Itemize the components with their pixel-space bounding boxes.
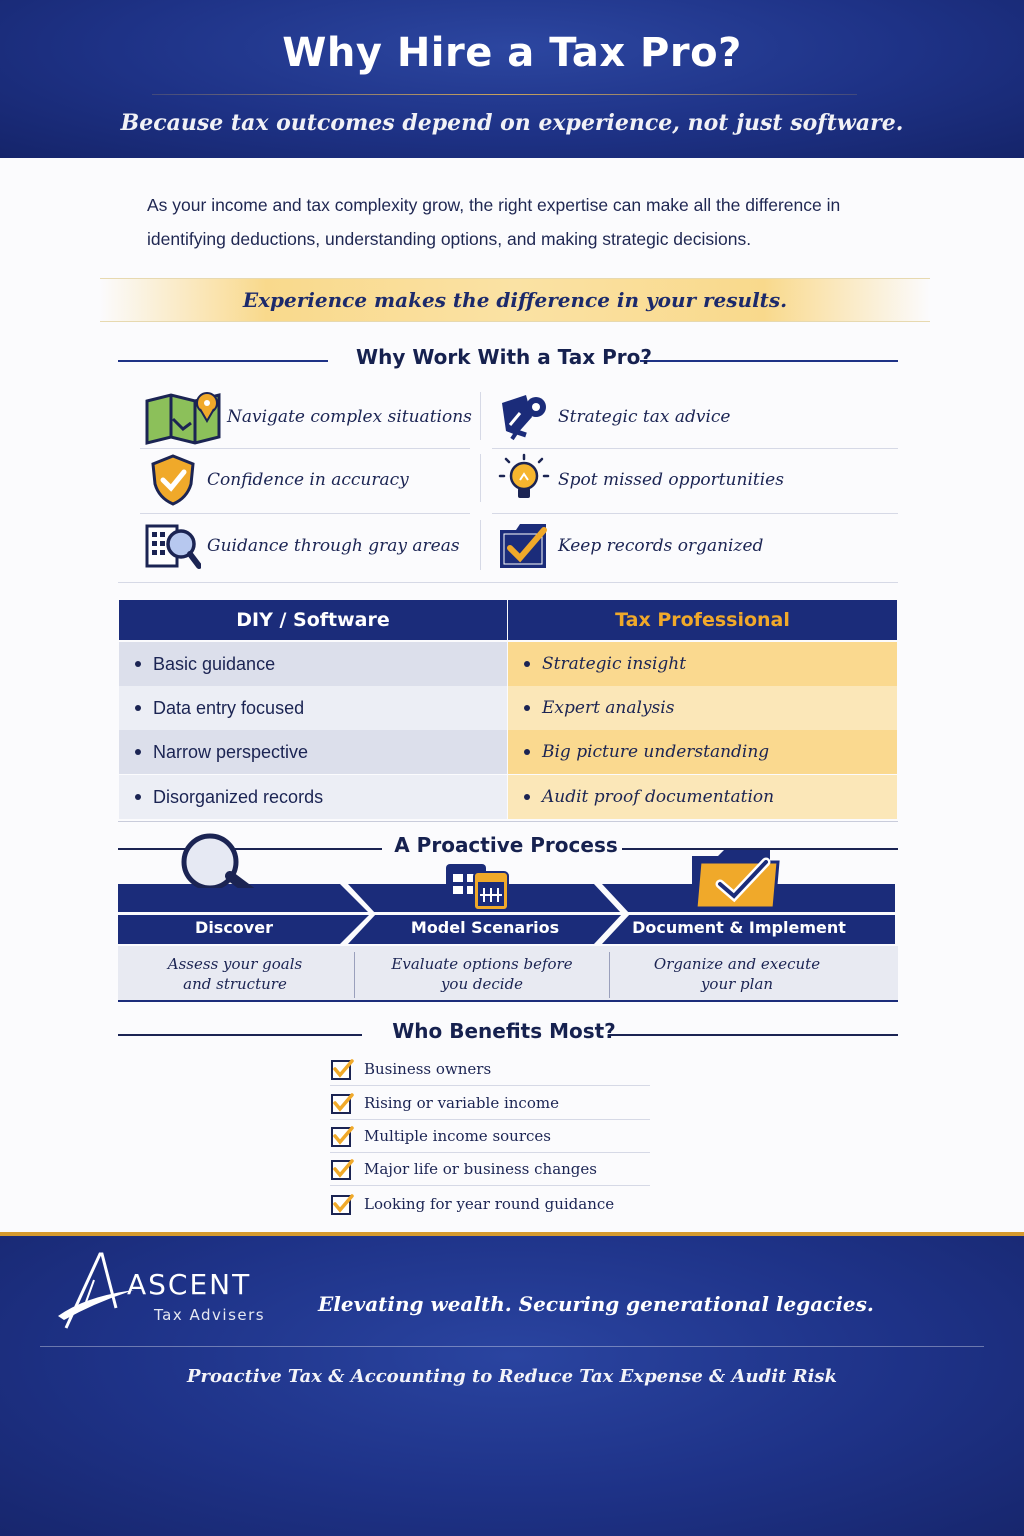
process-divider	[354, 952, 355, 998]
benefits-title: Who Benefits Most?	[392, 1019, 616, 1043]
grid-divider	[480, 520, 481, 570]
benefit-check-item: Rising or variable income	[330, 1087, 650, 1120]
header-divider	[152, 94, 857, 95]
table-bottom-rule	[118, 821, 898, 822]
benefit-guidance	[145, 518, 460, 574]
page-title: Why Hire a Tax Pro?	[282, 30, 742, 76]
benefit-label: Keep records organized	[558, 536, 764, 556]
diy-row: Basic guidance	[119, 642, 507, 686]
magnifier-icon	[178, 832, 278, 893]
header-tagline: Because tax outcomes depend on experience, not just software.	[120, 110, 904, 136]
benefit-navigate	[145, 389, 472, 445]
benefit-check-item: Major life or business changes	[330, 1153, 650, 1186]
benefit-check-item: Multiple income sources	[330, 1120, 650, 1153]
process-title: A Proactive Process	[394, 833, 618, 857]
key-shield-icon	[496, 389, 552, 445]
benefit-label: Confidence in accuracy	[207, 470, 409, 490]
pro-row: Expert analysis	[508, 686, 897, 730]
benefit-check-item: Looking for year round guidance	[330, 1187, 650, 1220]
why-section-heading	[118, 345, 898, 375]
magnifier-calculator-icon	[145, 518, 201, 574]
map-icon	[145, 389, 223, 445]
step-document-desc: Organize and execute your plan	[653, 955, 821, 993]
highlight-banner-text: Experience makes the difference in your results.	[242, 288, 788, 312]
header-banner	[0, 0, 1024, 158]
benefit-label: Navigate complex situations	[227, 407, 472, 427]
diy-row: Disorganized records	[119, 775, 507, 819]
diy-column-header: DIY / Software	[119, 600, 507, 640]
folder-check-icon	[690, 848, 790, 917]
benefit-label: Strategic tax advice	[558, 407, 731, 427]
checkbox-icon	[330, 1192, 354, 1216]
benefit-label: Guidance through gray areas	[207, 536, 460, 556]
folder-check-icon	[496, 518, 552, 574]
grid-divider	[492, 448, 898, 449]
footer-tagline: Proactive Tax & Accounting to Reduce Tax Expense & Audit Risk	[186, 1366, 838, 1387]
ascent-logo-mark	[56, 1250, 136, 1335]
benefit-confidence	[145, 452, 409, 508]
lightbulb-icon	[496, 452, 552, 508]
grid-divider	[492, 513, 898, 514]
checkbox-icon	[330, 1124, 354, 1148]
diy-row: Narrow perspective	[119, 730, 507, 774]
grid-divider	[480, 454, 481, 502]
pro-column-header: Tax Professional	[508, 600, 897, 640]
step-discover-desc: Assess your goals and structure	[167, 955, 303, 993]
grid-divider	[480, 392, 481, 440]
grid-divider	[140, 513, 470, 514]
grid-divider	[118, 582, 898, 583]
grid-divider	[140, 448, 470, 449]
brand-subtitle: Tax Advisers	[154, 1306, 266, 1324]
diy-row: Data entry focused	[119, 686, 507, 730]
intro-paragraph: As your income and tax complexity grow, the right expertise can make all the difference in identifying deductions, understanding options, and making strategic decisions.	[147, 195, 841, 249]
checkbox-icon	[330, 1091, 354, 1115]
benefit-opportunities	[496, 452, 784, 508]
pro-row: Strategic insight	[508, 642, 897, 686]
step-model-desc: Evaluate options before you decide	[391, 955, 573, 993]
step-discover-label: Discover	[195, 918, 273, 937]
footer-divider	[40, 1346, 984, 1347]
benefit-label: Spot missed opportunities	[558, 470, 784, 490]
checkbox-icon	[330, 1157, 354, 1181]
calculator-icon	[444, 862, 510, 917]
brand-name: ASCENT	[127, 1268, 252, 1301]
shield-check-icon	[145, 452, 201, 508]
benefit-records	[496, 518, 763, 574]
step-document-label: Document & Implement	[632, 918, 846, 937]
step-model-label: Model Scenarios	[410, 918, 560, 937]
benefits-heading	[118, 1019, 898, 1049]
pro-row: Audit proof documentation	[508, 775, 897, 819]
why-section-title: Why Work With a Tax Pro?	[356, 345, 652, 369]
benefit-check-item: Business owners	[330, 1053, 650, 1086]
pro-row: Big picture understanding	[508, 730, 897, 774]
highlight-banner	[100, 278, 930, 322]
footer-slogan: Elevating wealth. Securing generational legacies.	[318, 1292, 874, 1316]
benefit-strategic	[496, 389, 730, 445]
checkbox-icon	[330, 1057, 354, 1081]
